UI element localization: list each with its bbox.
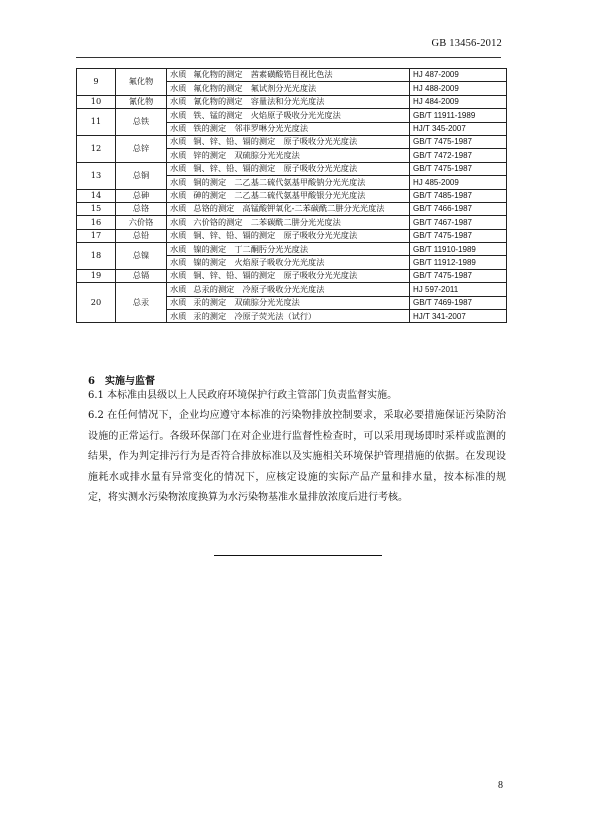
clause-6-1: 6.1 本标准由县级以上人民政府环境保护行政主管部门负责监督实施。 — [88, 390, 398, 401]
pollutant-cell: 总锌 — [116, 135, 167, 162]
row-number-cell: 20 — [77, 283, 116, 323]
medium-label: 水质 — [170, 123, 187, 134]
method-name: 总铬的测定 高锰酸钾氧化-二苯碳酰二肼分光光度法 — [193, 203, 385, 214]
pollutant-cell: 总铬 — [116, 202, 167, 215]
method-name: 锌的测定 双硫腙分光光度法 — [193, 149, 300, 160]
standard-number: GB 13456-2012 — [431, 38, 502, 49]
standard-number-cell: HJ/T 345-2007 — [410, 122, 507, 135]
method-name: 氰化物的测定 容量法和分光光度法 — [193, 96, 325, 107]
table-row — [77, 109, 507, 122]
standard-number-cell: HJ 485-2009 — [410, 176, 507, 189]
method-cell — [167, 310, 410, 323]
medium-label: 水质 — [170, 297, 187, 308]
table-row — [77, 135, 507, 148]
method-cell — [167, 149, 410, 162]
medium-label: 水质 — [170, 243, 187, 254]
medium-label: 水质 — [170, 256, 187, 267]
row-number-cell: 15 — [77, 202, 116, 215]
method-cell — [167, 229, 410, 242]
method-cell — [167, 122, 410, 135]
method-name: 铜的测定 二乙基二硫代氨基甲酸钠分光光度法 — [193, 176, 366, 187]
method-cell — [167, 176, 410, 189]
medium-label: 水质 — [170, 283, 187, 294]
medium-label: 水质 — [170, 96, 187, 107]
section-title: 实施与监督 — [104, 376, 155, 387]
method-cell — [167, 256, 410, 269]
method-name: 六价铬的测定 二苯碳酰二肼分光光度法 — [193, 216, 341, 227]
table-row — [77, 229, 507, 242]
row-number-cell: 10 — [77, 95, 116, 108]
clause-6-2: 6.2 在任何情况下，企业均应遵守本标准的污染物排放控制要求，采取必要措施保证污染防治设施的正常运行。各级环保部门在对企业进行监督性检查时，可以采用现场即时采样或监测的结果，作为判定排污行为是否符合排放标准以及实施相关环境保护管理措施的依据。在发现设施耗水或排水量有异常变化的情况下，应核定设施的实际产品产量和排水量，按本标准的规定，将实测水污染物浓度换算为水污染物基准水量排放浓度后进行考核。 — [88, 410, 506, 503]
method-cell — [167, 69, 410, 82]
method-cell — [167, 202, 410, 215]
table-body — [77, 69, 507, 323]
row-number-cell: 18 — [77, 243, 116, 270]
row-number-cell: 12 — [77, 135, 116, 162]
method-name: 氟化物的测定 氟试剂分光光度法 — [193, 82, 317, 93]
standard-number-cell: GB/T 11911-1989 — [410, 109, 507, 122]
method-cell — [167, 283, 410, 296]
method-cell — [167, 82, 410, 95]
medium-label: 水质 — [170, 69, 187, 80]
pollutant-cell: 总镉 — [116, 269, 167, 282]
pollutant-cell: 总汞 — [116, 283, 167, 323]
medium-label: 水质 — [170, 109, 187, 120]
pollutant-cell: 总镍 — [116, 243, 167, 270]
method-name: 砷的测定 二乙基二硫代氨基甲酸银分光光度法 — [193, 190, 366, 200]
end-rule — [214, 555, 382, 556]
standard-number-cell: HJ 484-2009 — [410, 95, 507, 108]
medium-label: 水质 — [170, 190, 187, 200]
standard-number-cell: HJ 597-2011 — [410, 283, 507, 296]
table-row — [77, 243, 507, 256]
table-row — [77, 283, 507, 296]
standard-number-cell: HJ 487-2009 — [410, 69, 507, 82]
section-heading — [88, 372, 155, 387]
medium-label: 水质 — [170, 270, 187, 281]
table-row — [77, 269, 507, 282]
pollutant-cell: 总砷 — [116, 189, 167, 202]
standard-number-cell: GB/T 7467-1987 — [410, 216, 507, 229]
medium-label: 水质 — [170, 136, 187, 147]
pollutant-cell: 总铅 — [116, 229, 167, 242]
method-name: 铁、锰的测定 火焰原子吸收分光光度法 — [193, 109, 341, 120]
standard-number-cell: GB/T 11912-1989 — [410, 256, 507, 269]
row-number-cell: 11 — [77, 109, 116, 136]
medium-label: 水质 — [170, 176, 187, 187]
standard-number-cell: GB/T 7475-1987 — [410, 135, 507, 148]
standard-number-cell: GB/T 7472-1987 — [410, 149, 507, 162]
medium-label: 水质 — [170, 163, 187, 174]
row-number-cell: 19 — [77, 269, 116, 282]
method-name: 总汞的测定 冷原子吸收分光光度法 — [193, 283, 325, 294]
table-row — [77, 69, 507, 82]
row-number-cell: 13 — [77, 162, 116, 189]
standard-number-cell: HJ/T 341-2007 — [410, 310, 507, 323]
table-row — [77, 95, 507, 108]
table-row — [77, 216, 507, 229]
medium-label: 水质 — [170, 310, 187, 321]
method-cell — [167, 243, 410, 256]
header-rule — [76, 57, 501, 58]
method-name: 汞的测定 双硫腙分光光度法 — [193, 297, 300, 308]
standard-number-cell: HJ 488-2009 — [410, 82, 507, 95]
medium-label: 水质 — [170, 216, 187, 227]
method-cell — [167, 95, 410, 108]
method-name: 铜、锌、铅、镉的测定 原子吸收分光光度法 — [193, 230, 358, 241]
method-cell — [167, 162, 410, 175]
table-row — [77, 162, 507, 175]
row-number-cell: 14 — [77, 189, 116, 202]
method-name: 镍的测定 丁二酮肟分光光度法 — [193, 243, 309, 254]
method-cell — [167, 135, 410, 148]
method-name: 铜、锌、铅、镉的测定 原子吸收分光光度法 — [193, 270, 358, 281]
pollutant-cell: 总铜 — [116, 162, 167, 189]
pollutant-cell: 氰化物 — [116, 95, 167, 108]
page-number: 8 — [498, 780, 503, 791]
pollutant-cell: 氟化物 — [116, 69, 167, 96]
section-number: 6 — [88, 376, 95, 387]
method-name: 铁的测定 邻菲罗啉分光光度法 — [193, 123, 309, 134]
method-cell — [167, 109, 410, 122]
standard-number-cell: GB/T 7485-1987 — [410, 189, 507, 202]
standard-number-cell: GB/T 7469-1987 — [410, 296, 507, 309]
method-cell — [167, 269, 410, 282]
method-name: 氟化物的测定 茜素磺酸锆目视比色法 — [193, 69, 333, 80]
method-cell — [167, 189, 410, 202]
table-row — [77, 202, 507, 215]
analysis-methods-table — [76, 68, 507, 323]
row-number-cell: 16 — [77, 216, 116, 229]
pollutant-cell: 六价铬 — [116, 216, 167, 229]
method-name: 镍的测定 火焰原子吸收分光光度法 — [193, 256, 325, 267]
medium-label: 水质 — [170, 230, 187, 241]
method-cell — [167, 296, 410, 309]
standard-number-cell: GB/T 7466-1987 — [410, 202, 507, 215]
medium-label: 水质 — [170, 203, 187, 214]
method-name: 汞的测定 冷原子荧光法（试行） — [193, 310, 317, 321]
method-name: 铜、锌、铅、镉的测定 原子吸收分光光度法 — [193, 163, 358, 174]
method-name: 铜、锌、铅、镉的测定 原子吸收分光光度法 — [193, 136, 358, 147]
standard-number-cell: GB/T 7475-1987 — [410, 162, 507, 175]
medium-label: 水质 — [170, 149, 187, 160]
pollutant-cell: 总铁 — [116, 109, 167, 136]
method-cell — [167, 216, 410, 229]
medium-label: 水质 — [170, 82, 187, 93]
standard-number-cell: GB/T 7475-1987 — [410, 229, 507, 242]
table-row — [77, 189, 507, 202]
row-number-cell: 9 — [77, 69, 116, 96]
row-number-cell: 17 — [77, 229, 116, 242]
standard-number-cell: GB/T 11910-1989 — [410, 243, 507, 256]
standard-number-cell: GB/T 7475-1987 — [410, 269, 507, 282]
